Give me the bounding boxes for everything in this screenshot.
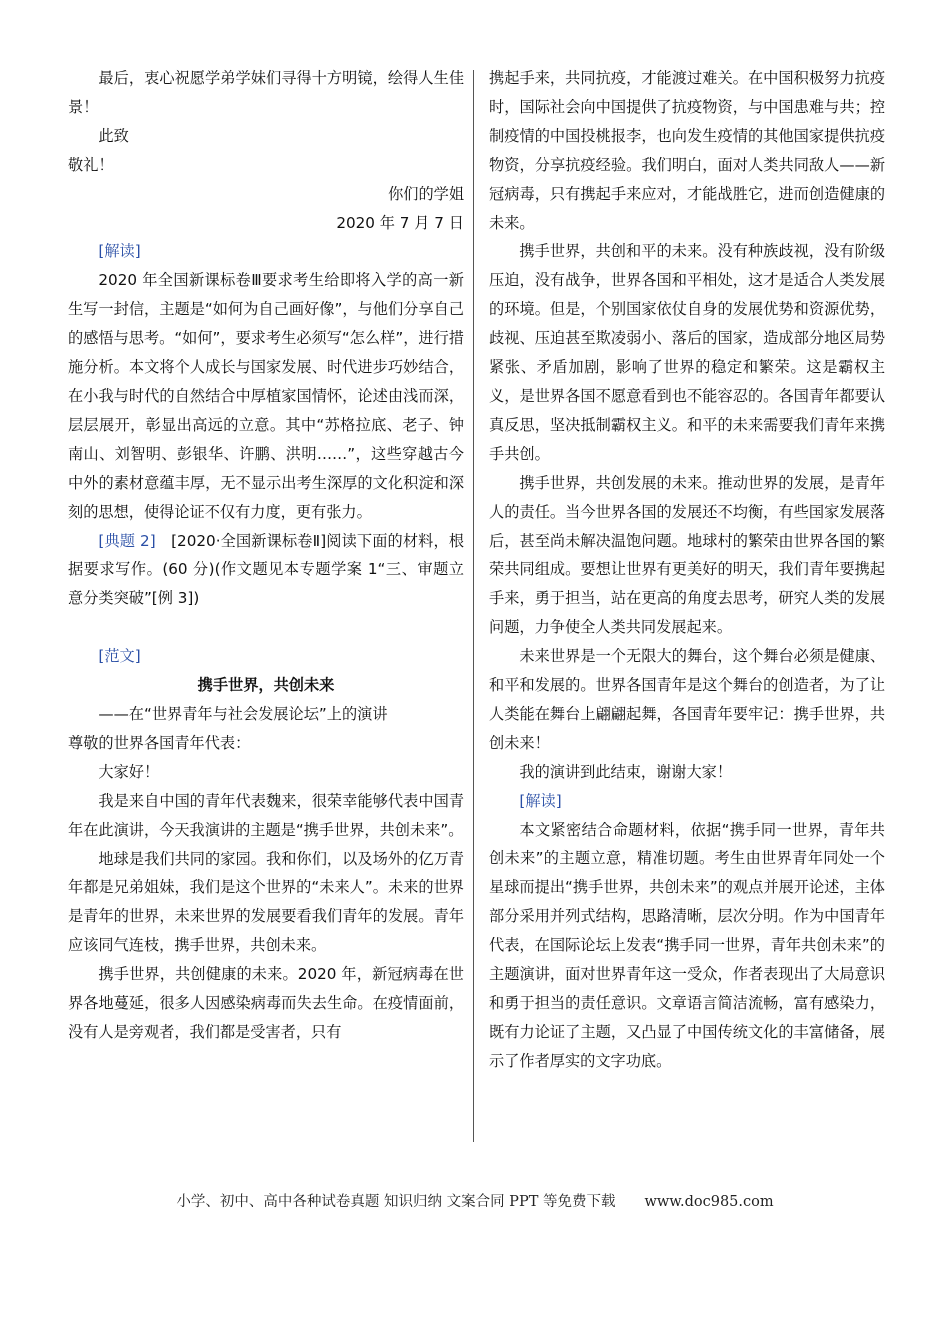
analysis-heading: [解读] xyxy=(98,242,141,261)
essay-greeting: 大家好！ xyxy=(98,762,160,781)
salutation-line-1: 此致 xyxy=(98,126,129,145)
letter-date: 2020 年 7 月 7 日 xyxy=(336,213,464,232)
analysis-paragraph: 2020 年全国新课标卷Ⅲ要求考生给即将入学的高一新生写一封信，主题是“如何为自己画好像”，与他们分享自己的感悟与思考。“如何”，要求考生必须写“怎么样”，进行措施分析。本文将个人成长与国家发展、时代进步巧妙结合，在小我与时代的自然结合中厚植家国情怀，论述由浅而深，层层展开，彰显出高远的立意。其中“苏格拉底、老子、钟南山、刘智明、彭银华、许鹏、洪明……”，这些穿越古今中外的素材意蕴丰厚，无不显示出考生深厚的文化积淀和深刻的思想，使得论证不仅有力度，更有张力。 xyxy=(68,271,464,521)
essay-address: 尊敬的世界各国青年代表： xyxy=(68,733,251,752)
column-divider xyxy=(473,70,474,1142)
closing-wish: 最后，衷心祝愿学弟学妹们寻得十方明镜，绘得人生佳景！ xyxy=(68,69,464,116)
signature: 你们的学姐 xyxy=(388,184,464,203)
essay-paragraph-6: 未来世界是一个无限大的舞台，这个舞台必须是健康、和平和发展的。世界各国青年是这个舞台的创造者，为了让人类能在舞台上翩翩起舞，各国青年要牢记：携手世界，共创未来！ xyxy=(489,647,885,752)
analysis-heading-2: [解读] xyxy=(519,791,562,810)
left-column xyxy=(68,64,464,1047)
essay-paragraph-3-start: 携手世界，共创健康的未来。2020 年，新冠病毒在世界各地蔓延，很多人因感染病毒而失去生命。在疫情面前，没有人是旁观者，我们都是受害者，只有 xyxy=(68,965,464,1041)
essay-title: 携手世界，共创未来 xyxy=(197,676,335,695)
essay-closing: 我的演讲到此结束，谢谢大家！ xyxy=(519,762,733,781)
page-footer: 小学、初中、高中各种试卷真题 知识归纳 文案合同 PPT 等免费下载 www.doc985.com xyxy=(176,1194,774,1210)
analysis-paragraph-2: 本文紧密结合命题材料，依据“携手同一世界，青年共创未来”的主题立意，精准切题。考生由世界青年同处一个星球而提出“携手世界，共创未来”的观点并展开论述，主体部分采用并列式结构，思路清晰，层次分明。作为中国青年代表，在国际论坛上发表“携手同一世界，青年共创未来”的主题演讲，面对世界青年这一受众，作者表现出了大局意识和勇于担当的责任意识。文章语言简洁流畅，富有感染力，既有力论证了主题，又凸显了中国传统文化的丰富储备，展示了作者厚实的文字功底。 xyxy=(489,820,885,1070)
right-column xyxy=(489,64,885,1076)
example-text: [2020·全国新课标卷Ⅱ]阅读下面的材料，根据要求写作。(60 分)(作文题见本专题学案 1“三、审题立意分类突破”[例 3]) xyxy=(68,531,465,608)
essay-subtitle: ——在“世界青年与社会发展论坛”上的演讲 xyxy=(98,705,388,724)
essay-paragraph-4: 携手世界，共创和平的未来。没有种族歧视，没有阶级压迫，没有战争，世界各国和平相处，这才是适合人类发展的环境。但是，个别国家依仗自身的发展优势和资源优势，歧视、压迫甚至欺凌弱小、落后的国家，造成部分地区局势紧张、矛盾加剧，影响了世界的稳定和繁荣。这是霸权主义，是世界各国不愿意看到也不能容忍的。各国青年都要认真反思，坚决抵制霸权主义。和平的未来需要我们青年来携手共创。 xyxy=(489,242,885,463)
example-tag: [典题 2] xyxy=(98,531,156,550)
essay-paragraph-3-end: 携起手来，共同抗疫，才能渡过难关。在中国积极努力抗疫时，国际社会向中国提供了抗疫物资，与中国患难与共；控制疫情的中国投桃报李，也向发生疫情的其他国家提供抗疫物资，分享抗疫经验。我们明白，面对人类共同敌人——新冠病毒，只有携起手来应对，才能战胜它，进而创造健康的未来。 xyxy=(489,69,885,232)
example-question xyxy=(68,527,464,614)
sample-essay-heading: [范文] xyxy=(98,647,141,666)
spacer xyxy=(68,613,464,642)
essay-paragraph-1: 我是来自中国的青年代表魏来，很荣幸能够代表中国青年在此演讲，今天我演讲的主题是“携手世界，共创未来”。 xyxy=(68,791,464,839)
salutation-line-2: 敬礼！ xyxy=(68,155,114,174)
essay-paragraph-2: 地球是我们共同的家园。我和你们，以及场外的亿万青年都是兄弟姐妹，我们是这个世界的“未来人”。未来的世界是青年的世界，未来世界的发展要看我们青年的发展。青年应该同气连枝，携手世界，共创未来。 xyxy=(68,849,464,955)
essay-paragraph-5: 携手世界，共创发展的未来。推动世界的发展，是青年人的责任。当今世界各国的发展还不均衡，有些国家发展落后，甚至尚未解决温饱问题。地球村的繁荣由世界各国的繁荣共同组成。要想让世界有更美好的明天，我们青年要携起手来，勇于担当，站在更高的角度去思考，研究人类的发展问题，力争使全人类共同发展起来。 xyxy=(489,473,885,637)
